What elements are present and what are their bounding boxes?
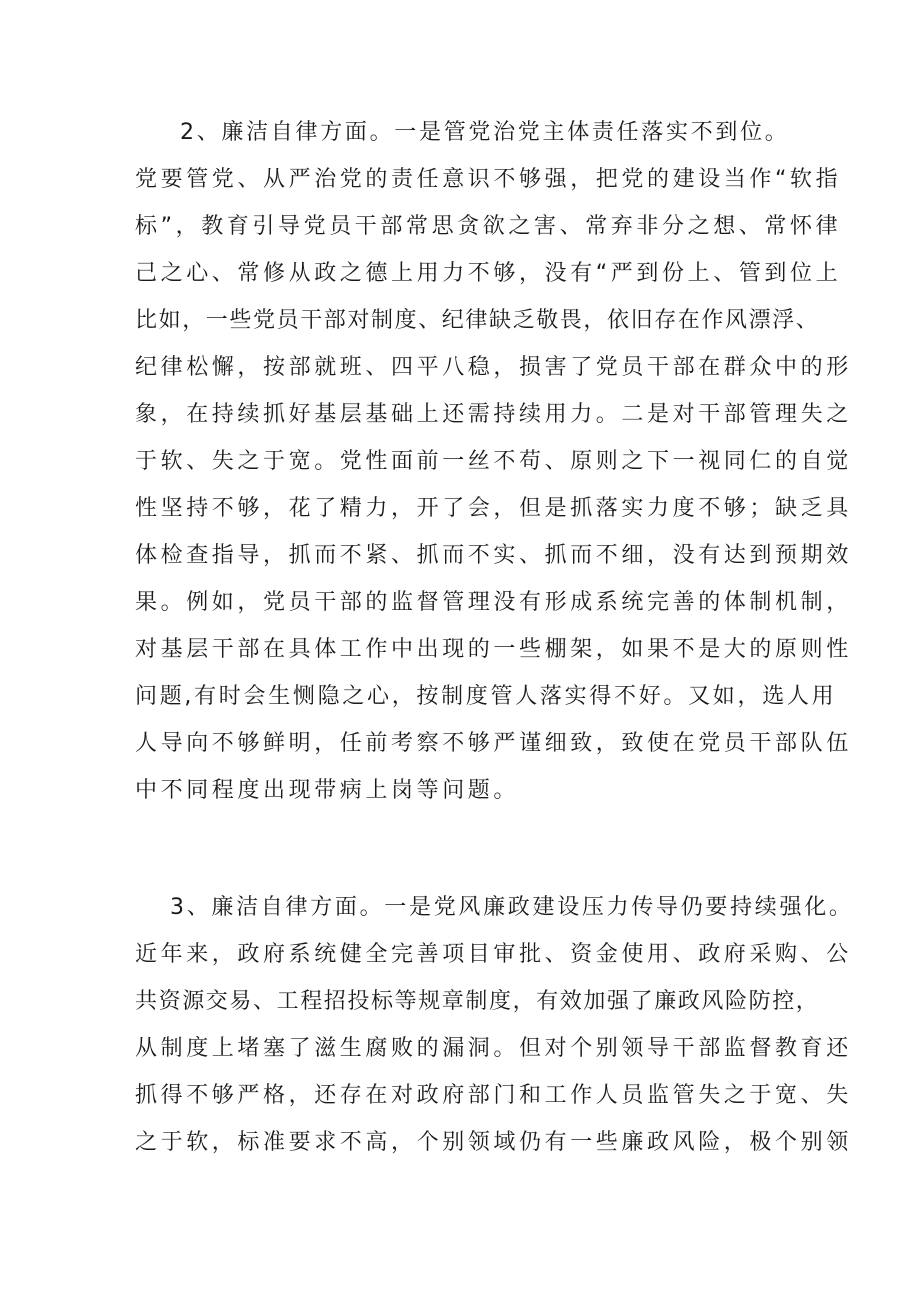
- section-2-line-12: 对基层干部在具体工作中出现的一些棚架，如果不是大的原则性: [135, 637, 852, 662]
- section-3-line-5: 抓得不够严格，还存在对政府部门和工作人员监管失之于宽、失: [135, 1083, 852, 1108]
- section-2-line-13: 问题,有时会生恻隐之心，按制度管人落实得不好。又如，选人用: [135, 684, 837, 709]
- section-2-line-4: 己之心、常修从政之德上用力不够，没有“严到份上、管到位上: [135, 261, 842, 286]
- section-2-line-11: 果。例如，党员干部的监督管理没有形成系统完善的体制机制，: [135, 590, 852, 615]
- section-3-line-4: 从制度上堵塞了滋生腐败的漏洞。但对个别领导干部监督教育还: [135, 1036, 852, 1061]
- section-2-line-8: 于软、失之于宽。党性面前一丝不苟、原则之下一视同仁的自觉: [135, 449, 852, 474]
- section-3-line-1: 3、廉洁自律方面。一是党风廉政建设压力传导仍要持续强化。: [170, 895, 854, 920]
- section-2-line-7: 象，在持续抓好基层基础上还需持续用力。二是对干部管理失之: [135, 402, 852, 427]
- section-3-line-6: 之于软，标准要求不高，个别领域仍有一些廉政风险，极个别领: [135, 1130, 852, 1155]
- section-3-line-3: 共资源交易、工程招投标等规章制度，有效加强了廉政风险防控，: [135, 989, 820, 1014]
- section-2-line-1: 2、廉洁自律方面。一是管党治党主体责任落实不到位。: [180, 120, 790, 145]
- section-2-line-3: 标”，教育引导党员干部常思贪欲之害、常弃非分之想、常怀律: [135, 214, 842, 239]
- section-2-line-14: 人导向不够鲜明，任前考察不够严谨细致，致使在党员干部队伍: [135, 731, 852, 756]
- section-2-line-9: 性坚持不够，花了精力，开了会，但是抓落实力度不够；缺乏具: [135, 496, 852, 521]
- section-2-line-15: 中不同程度出现带病上岗等问题。: [135, 778, 520, 803]
- section-2-line-10: 体检查指导，抓而不紧、抓而不实、抓而不细，没有达到预期效: [135, 543, 852, 568]
- section-3-line-2: 近年来，政府系统健全完善项目审批、资金使用、政府采购、公: [135, 942, 852, 967]
- section-2-line-5: 比如，一些党员干部对制度、纪律缺乏敬畏，依旧存在作风漂浮、: [135, 308, 820, 333]
- section-2-line-6: 纪律松懈，按部就班、四平八稳，损害了党员干部在群众中的形: [135, 355, 852, 380]
- section-2-line-2: 党要管党、从严治党的责任意识不够强，把党的建设当作“软指: [135, 167, 842, 192]
